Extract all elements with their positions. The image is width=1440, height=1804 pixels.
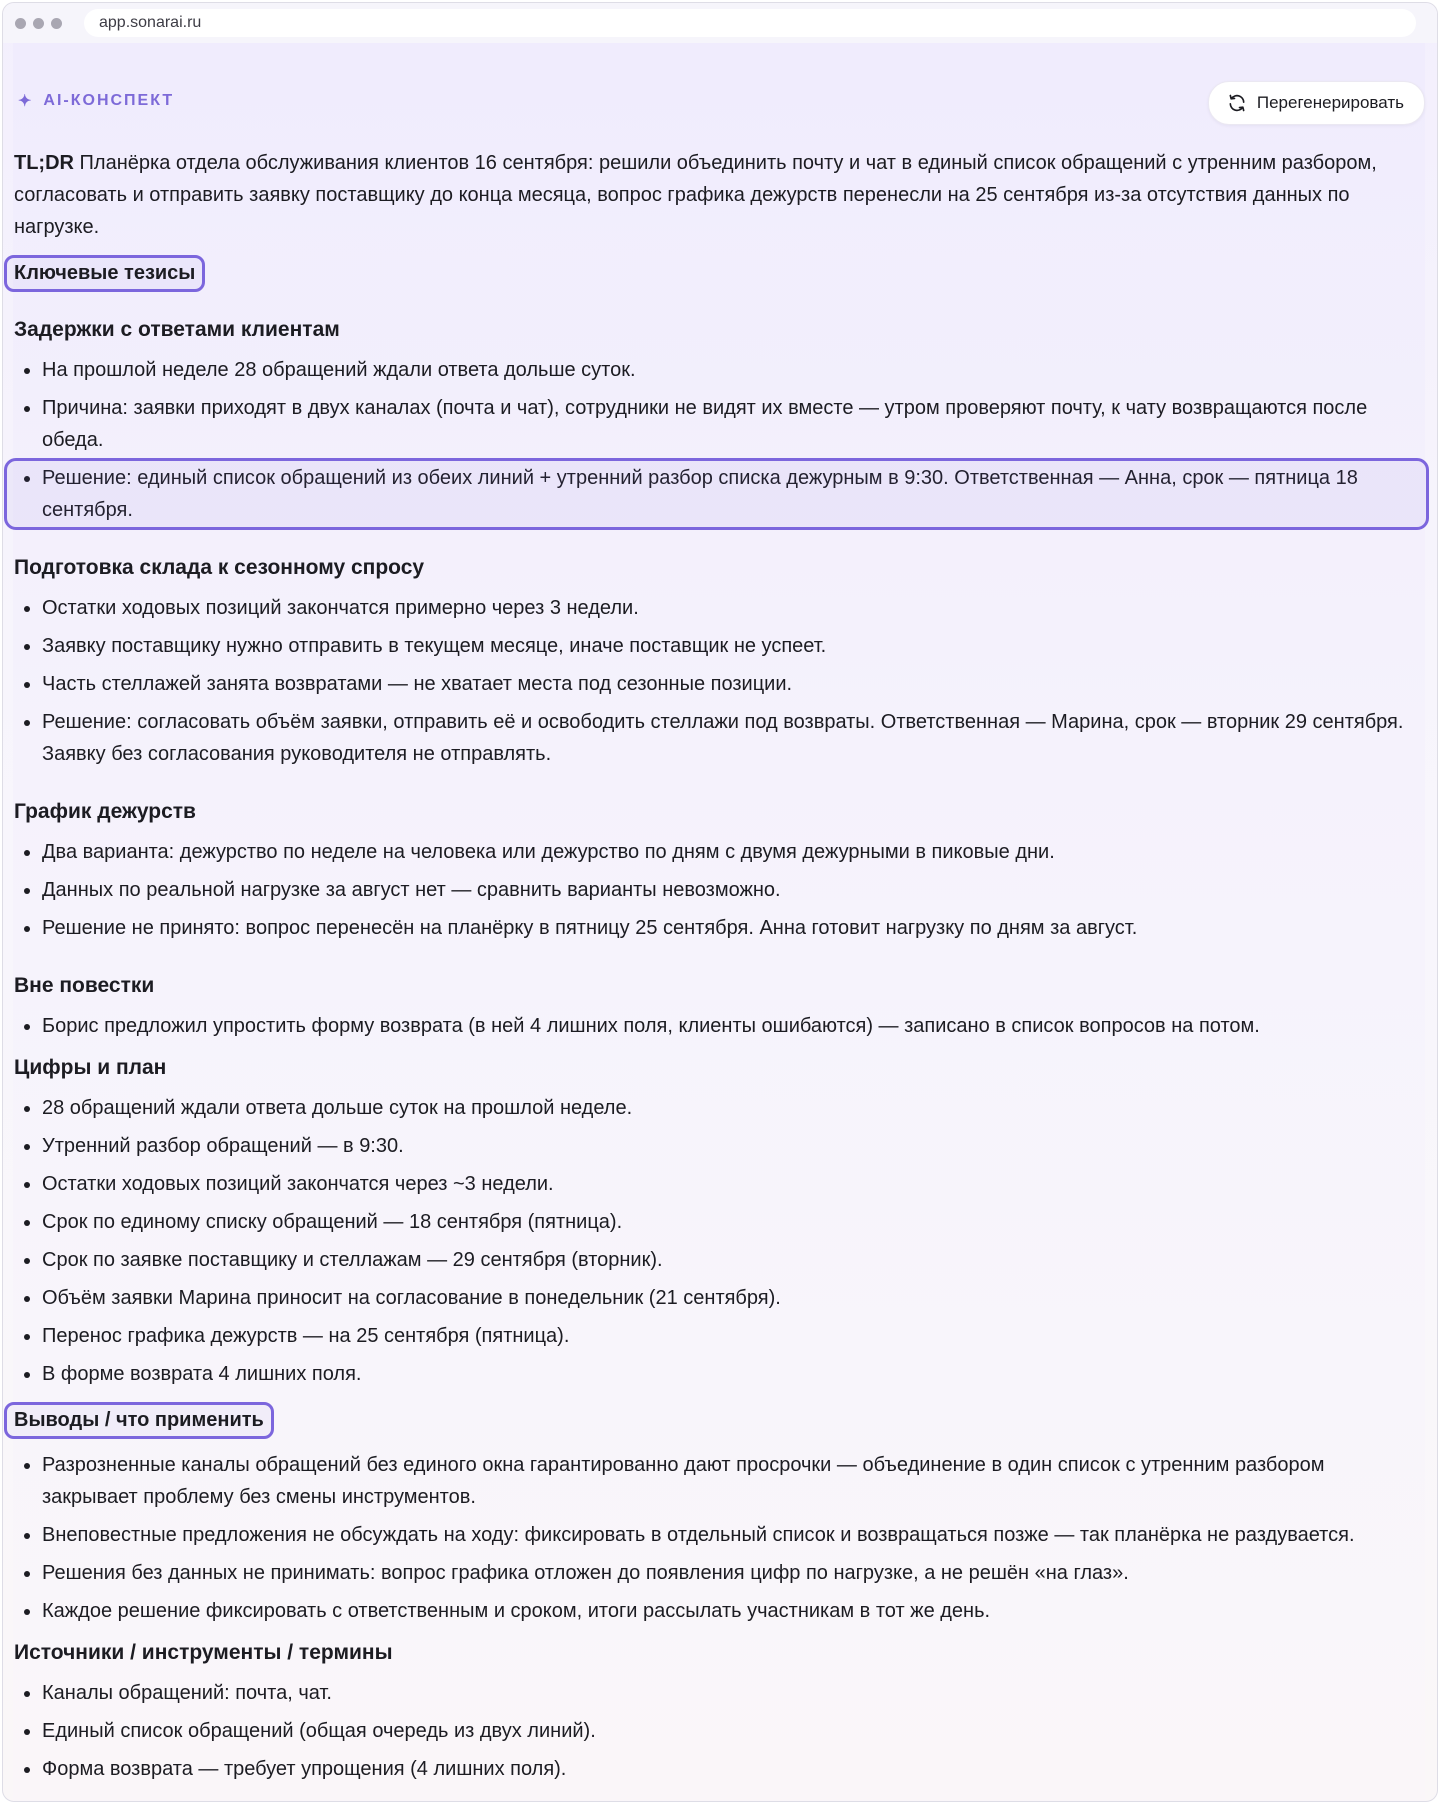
highlighted-list-item: • Решение: единый список обращений из обеих линий + утренний разбор списка дежурным в 9:30. Ответственная — Анна, срок — пятница 18 сентября. (42, 462, 1425, 526)
list-item: • Объём заявки Марина приносит на согласование в понедельник (21 сентября). (42, 1282, 1425, 1314)
window-controls (15, 18, 62, 29)
section-list (14, 354, 1425, 526)
list-item: • Срок по заявке поставщику и стеллажам — 29 сентября (вторник). (42, 1244, 1425, 1276)
list-item: • Два варианта: дежурство по неделе на человека или дежурство по дням с двумя дежурными в пиковые дни. (42, 836, 1425, 868)
section-title: Подготовка склада к сезонному спросу (14, 556, 425, 579)
section-title: Задержки с ответами клиентам (14, 318, 340, 341)
ai-summary-label-text: AI-КОНСПЕКТ (43, 92, 175, 109)
refresh-icon (1227, 93, 1247, 113)
regenerate-button-label: Перегенерировать (1256, 93, 1404, 112)
list-item: • Разрозненные каналы обращений без единого окна гарантированно дают просрочки — объединение в один список с утренним разбором закрывает проблему без смены инструментов. (42, 1449, 1425, 1513)
section-list (14, 836, 1425, 944)
close-window-dot[interactable] (15, 18, 26, 29)
conclusions-heading: Выводы / что применить (4, 1402, 274, 1439)
list-item: • Данных по реальной нагрузке за август нет — сравнить варианты невозможно. (42, 874, 1425, 906)
tldr-lead: TL;DR (14, 152, 74, 174)
sources-heading: Источники / инструменты / термины (14, 1641, 393, 1664)
list-item: • 28 обращений ждали ответа дольше суток на прошлой неделе. (42, 1092, 1425, 1124)
address-bar[interactable] (84, 9, 1416, 37)
summary-header (14, 43, 1425, 111)
section-list (14, 1010, 1425, 1042)
minimize-window-dot[interactable] (33, 18, 44, 29)
url-text: app.sonarai.ru (99, 14, 202, 31)
maximize-window-dot[interactable] (51, 18, 62, 29)
regenerate-button[interactable] (1208, 81, 1425, 125)
sources-list (14, 1677, 1425, 1785)
key-points-heading: Ключевые тезисы (4, 255, 205, 292)
list-item: • Решения без данных не принимать: вопрос графика отложен до появления цифр по нагрузке, а не решён «на глаз». (42, 1557, 1425, 1589)
tldr-text: Планёрка отдела обслуживания клиентов 16 сентября: решили объединить почту и чат в единый список обращений с утренним разбором, согласовать и отправить заявку поставщику до конца месяца, вопрос графика дежурств перенесли на 25 сентября из-за отсутствия данных по нагрузке. (14, 152, 1377, 238)
section-title: Вне повестки (14, 974, 155, 997)
list-item: • Часть стеллажей занята возвратами — не хватает места под сезонные позиции. (42, 668, 1425, 700)
list-item: • Заявку поставщику нужно отправить в текущем месяце, иначе поставщик не успеет. (42, 630, 1425, 662)
list-item: • Борис предложил упростить форму возврата (в ней 4 лишних поля, клиенты ошибаются) — записано в список вопросов на потом. (42, 1010, 1425, 1042)
section-title: График дежурств (14, 800, 196, 823)
list-item: • Форма возврата — требует упрощения (4 лишних поля). (42, 1753, 1425, 1785)
list-item: • На прошлой неделе 28 обращений ждали ответа дольше суток. (42, 354, 1425, 386)
section-list (14, 592, 1425, 770)
list-item: • Утренний разбор обращений — в 9:30. (42, 1130, 1425, 1162)
list-item: • Перенос графика дежурств — на 25 сентября (пятница). (42, 1320, 1425, 1352)
list-item: • Каналы обращений: почта, чат. (42, 1677, 1425, 1709)
figures-heading: Цифры и план (14, 1056, 167, 1079)
summary-panel (13, 43, 1425, 1801)
list-item: • Причина: заявки приходят в двух каналах (почта и чат), сотрудники не видят их вместе — утром проверяют почту, к чату возвращаются после обеда. (42, 392, 1425, 456)
ai-summary-label (18, 91, 174, 111)
conclusions-list (14, 1449, 1425, 1627)
list-item: • Срок по единому списку обращений — 18 сентября (пятница). (42, 1206, 1425, 1238)
list-item: • Внеповестные предложения не обсуждать на ходу: фиксировать в отдельный список и возвращаться позже — так планёрка не раздувается. (42, 1519, 1425, 1551)
list-item: • Каждое решение фиксировать с ответственным и сроком, итоги рассылать участникам в тот же день. (42, 1595, 1425, 1627)
list-item: • Остатки ходовых позиций закончатся через ~3 недели. (42, 1168, 1425, 1200)
list-item: • Единый список обращений (общая очередь из двух линий). (42, 1715, 1425, 1747)
list-item: • Решение: согласовать объём заявки, отправить её и освободить стеллажи под возвраты. Ответственная — Марина, срок — вторник 29 сентября. Заявку без согласования руководителя не отправлять. (42, 706, 1425, 770)
list-item: • В форме возврата 4 лишних поля. (42, 1358, 1425, 1390)
sparkle-icon: ✦ (18, 93, 32, 110)
list-item: • Решение не принято: вопрос перенесён на планёрку в пятницу 25 сентября. Анна готовит нагрузку по дням за август. (42, 912, 1425, 944)
browser-window (2, 2, 1438, 1802)
tldr-paragraph (14, 147, 1395, 243)
browser-chrome (3, 3, 1437, 43)
figures-list (14, 1092, 1425, 1390)
list-item: • Остатки ходовых позиций закончатся примерно через 3 недели. (42, 592, 1425, 624)
